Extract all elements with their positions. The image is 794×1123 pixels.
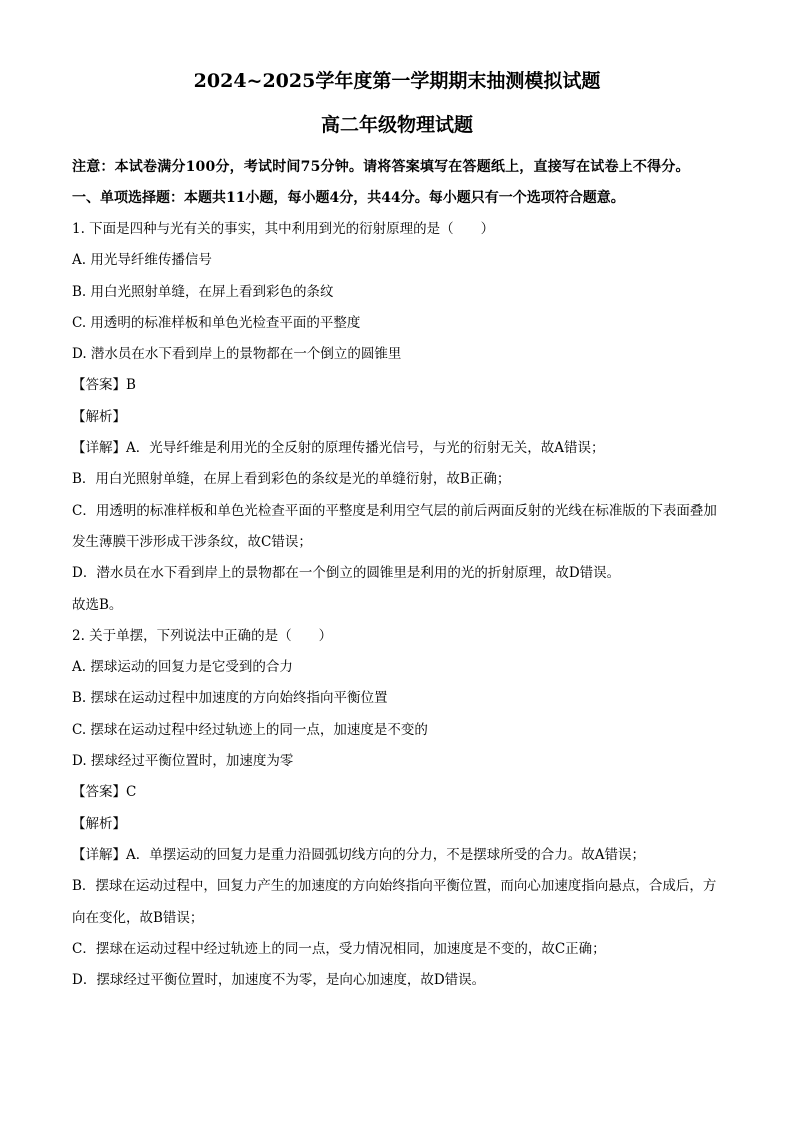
question-stem: 1. 下面是四种与光有关的事实，其中利用到光的衍射原理的是（ ）: [72, 221, 495, 237]
question-1: [72, 214, 722, 621]
section-title: 一、单项选择题：本题共11小题，每小题4分，共44分。每小题只有一个选项符合题意。: [72, 190, 625, 206]
option-a: A. 摆球运动的回复力是它受到的合力: [72, 659, 293, 676]
page-content: [72, 66, 722, 996]
option-b: B. 摆球在运动过程中加速度的方向始终指向平衡位置: [72, 690, 388, 707]
option-a: A. 用光导纤维传播信号: [72, 252, 212, 269]
explanation-line: D．摆球经过平衡位置时，加速度不为零，是向心加速度，故D错误。: [72, 972, 486, 989]
option-c: C. 摆球在运动过程中经过轨迹上的同一点，加速度是不变的: [72, 721, 428, 738]
analysis-label: 【解析】: [72, 408, 126, 425]
question-2: [72, 621, 722, 997]
explanation-line: C．摆球在运动过程中经过轨迹上的同一点，受力情况相同，加速度是不变的，故C正确；: [72, 940, 606, 957]
option-d: D. 潜水员在水下看到岸上的景物都在一个倒立的圆锥里: [72, 346, 402, 363]
explanation-line: B．用白光照射单缝，在屏上看到彩色的条纹是光的单缝衍射，故B正确；: [72, 471, 511, 488]
exam-subtitle: 高二年级物理试题: [320, 114, 473, 136]
analysis-label: 【解析】: [72, 815, 126, 832]
option-c: C. 用透明的标准样板和单色光检查平面的平整度: [72, 314, 361, 331]
answer-line: 【答案】C: [72, 784, 137, 801]
option-b: B. 用白光照射单缝，在屏上看到彩色的条纹: [72, 283, 334, 300]
question-stem: 2. 关于单摆，下列说法中正确的是（ ）: [72, 627, 333, 644]
explanation-line: B．摆球在运动过程中，回复力产生的加速度的方向始终指向平衡位置，而向心加速度指向悬点，合成后，方向在变化，故B错误；: [72, 878, 717, 926]
explanation-line: 【详解】A．光导纤维是利用光的全反射的原理传播光信号，与光的衍射无关，故A错误；: [72, 440, 605, 457]
explanation-line: D．潜水员在水下看到岸上的景物都在一个倒立的圆锥里是利用的光的折射原理，故D错误。: [72, 565, 621, 582]
option-d: D. 摆球经过平衡位置时，加速度为零: [72, 753, 294, 770]
explanation-line: 故选B。: [72, 596, 123, 613]
answer-line: 【答案】B: [72, 377, 136, 394]
explanation-line: C．用透明的标准样板和单色光检查平面的平整度是利用空气层的前后两面反射的光线在标准版的下表面叠加发生薄膜干涉形成干涉条纹，故C错误；: [72, 502, 717, 550]
explanation-line: 【详解】A．单摆运动的回复力是重力沿圆弧切线方向的分力，不是摆球所受的合力。故A错误；: [72, 846, 645, 863]
exam-notice: 注意：本试卷满分100分，考试时间75分钟。请将答案填写在答题纸上，直接写在试卷上不得分。: [72, 159, 690, 175]
exam-title: 2024~2025学年度第一学期期末抽测模拟试题: [193, 70, 601, 92]
